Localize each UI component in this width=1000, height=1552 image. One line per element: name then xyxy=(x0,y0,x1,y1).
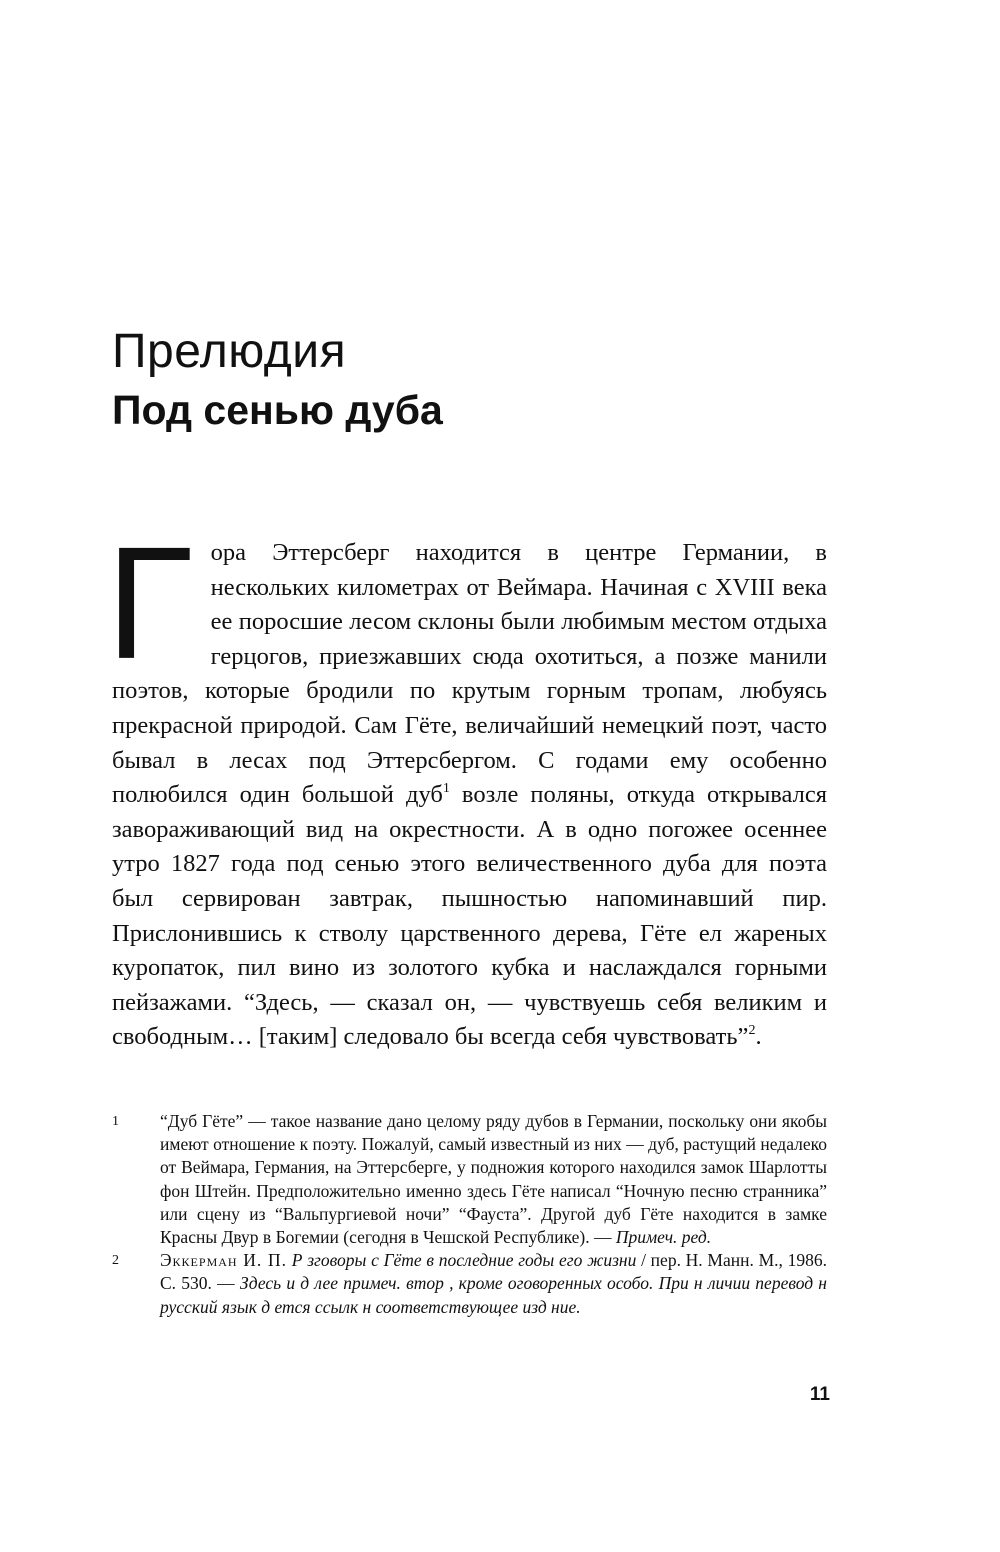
body-text-end: . xyxy=(755,1023,762,1051)
footnote-number: 1 xyxy=(112,1114,119,1129)
footnote-ref-1: 1 xyxy=(442,781,450,797)
footnote-editor-note: Примеч. ред. xyxy=(615,1227,712,1248)
footnote-text xyxy=(160,1249,827,1319)
footnote-book-title: Р зговоры с Гёте в последние годы его жизни xyxy=(287,1250,637,1271)
body-text-part1: ора Эттерсберг находится в центре Германии, в нескольких километрах от Веймара. Начиная с XVIII века ее поросшие лесом склоны были любимым местом отдыха герцогов, приезжавших сюда охотиться, а позже манили поэтов, которые бродили по крутым горным тропам, любуясь прекрасной природой. Сам Гёте, величайший немецкий поэт, часто бывал в лесах под Эттерсбергом. С годами ему особенно полюбился один большой дуб xyxy=(112,539,827,809)
chapter-title: Под сенью дуба xyxy=(112,387,443,433)
chapter-kicker: Прелюдия xyxy=(112,325,347,378)
page-number: 11 xyxy=(809,1384,830,1405)
footnote-body: “Дуб Гёте” — такое название дано целому ряду дубов в Германии, поскольку они якобы имеют отношение к поэту. Пожалуй, самый известный из них — дуб, растущий недалеко от Веймара, Германия, на Эттерсберге, у подножия которого находился замок Шарлотты фон Штейн. Предположительно именно здесь Гёте написал “Ночную песню странника” или сцену из “Вальпургиевой ночи” “Фауста”. Другой дуб Гёте находится в замке Красны Двур в Богемии (сегодня в Чешской Республике). — xyxy=(160,1111,827,1248)
footnote-author-note: Здесь и д лее примеч. втор , кроме оговоренных особо. При н личии перевод н русский язык д ется ссылк н соответствующее изд ние. xyxy=(160,1273,827,1317)
footnote-text xyxy=(160,1110,827,1249)
body-text-part2: возле поляны, откуда открывался завораживающий вид на окрестности. А в одно погожее осеннее утро 1827 года под сенью этого величественного дуба для поэта был сервирован завтрак, пышностью напоминавший пир. Прислонившись к стволу царственного дерева, Гёте ел жареных куропаток, пил вино из золотого кубка и наслаждался горными пейзажами. “Здесь, — сказал он, — чувствуешь себя великим и свободным… [таким] следовало бы всегда себя чувствовать” xyxy=(112,781,827,1051)
footnote-number: 2 xyxy=(112,1253,119,1269)
body-paragraph xyxy=(106,513,827,1055)
footnotes xyxy=(112,1110,827,1319)
drop-cap: Г xyxy=(106,513,193,692)
footnote-author: Эккерман И. П. xyxy=(160,1250,288,1271)
footnote-publication: / пер. Н. Манн. М., 1986. С. 530. — xyxy=(160,1250,828,1294)
footnote-1 xyxy=(112,1110,827,1249)
footnote-2 xyxy=(112,1249,827,1319)
footnote-ref-2: 2 xyxy=(748,1023,756,1039)
